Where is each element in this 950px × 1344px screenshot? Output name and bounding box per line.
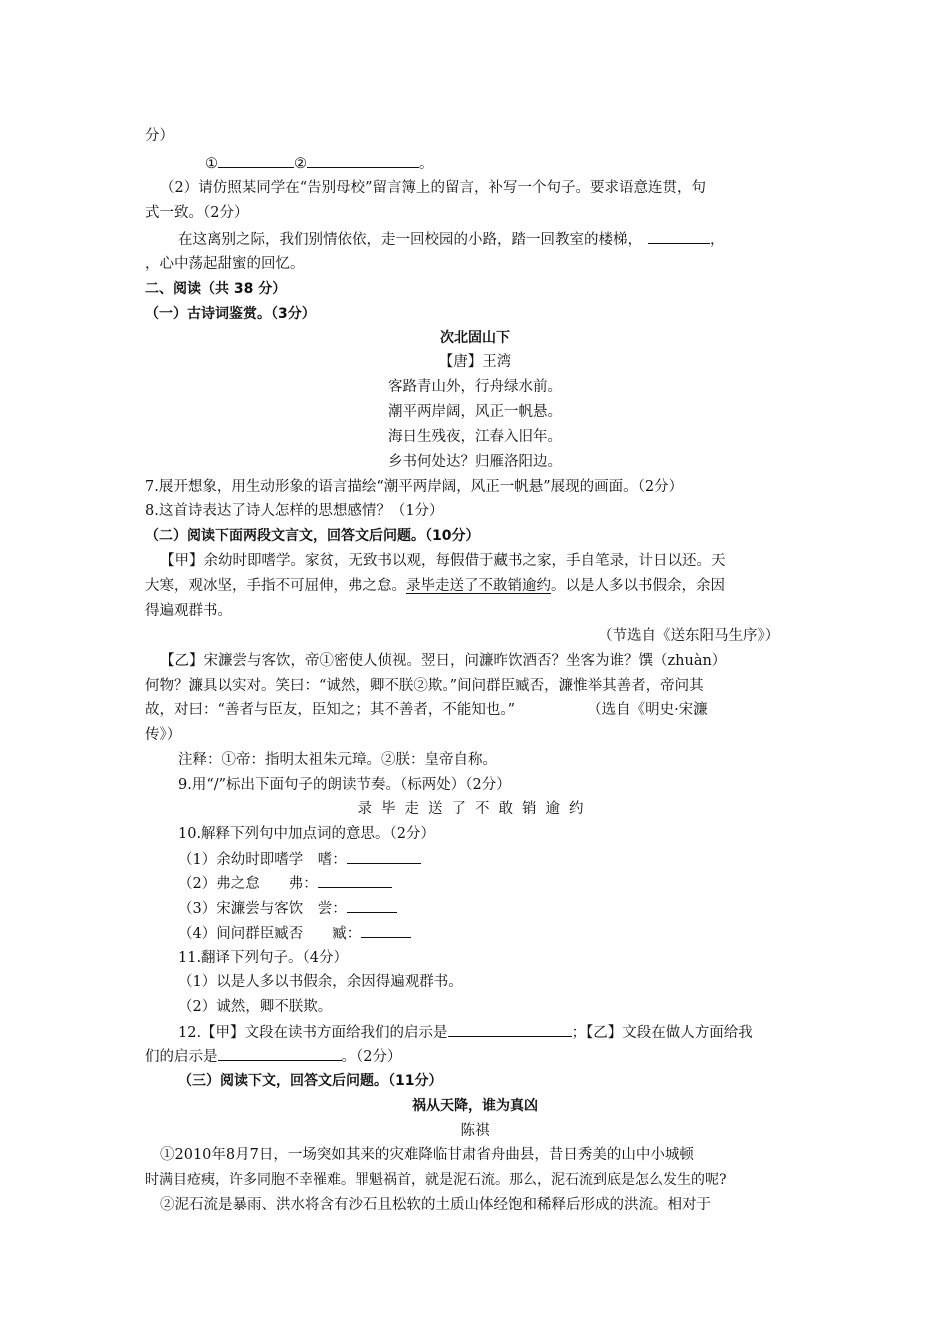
passage-jia: 得遍观群书。: [145, 603, 232, 619]
underlined-sentence: 录毕走送了不敢销逾约: [406, 578, 551, 594]
passage-jia: [145, 576, 725, 596]
poem-title: 次北固山下: [440, 330, 510, 346]
answer-blank[interactable]: [218, 1046, 342, 1061]
answer-blank[interactable]: [318, 873, 392, 888]
answer-blank[interactable]: [448, 1022, 572, 1037]
punct: ，: [710, 232, 725, 248]
answer-blank[interactable]: [361, 923, 411, 938]
question-12: [145, 1046, 401, 1067]
text: （3）宋濂尝与客饮 尝：: [178, 901, 347, 917]
text: ；【乙】文段在做人方面给我: [571, 1025, 753, 1041]
article-paragraph: ②泥石流是暴雨、洪水将含有沙石且松软的土质山体经饱和稀释后形成的洪流。相对于: [160, 1197, 711, 1213]
answer-blank[interactable]: [347, 849, 421, 864]
question-7: 7.展开想象，用生动形象的语言描绘“潮平两岸阔，风正一帆悬”展现的画面。（2分）: [145, 479, 684, 495]
poem-line: 乡书何处达？归雁洛阳边。: [388, 454, 562, 470]
question-8: 8.这首诗表达了诗人怎样的思想感情？（1分）: [145, 503, 444, 519]
subsection-heading: （二）阅读下面两段文言文，回答文后问题。（10分）: [145, 528, 480, 544]
question-12: [178, 1022, 753, 1043]
fill-line: [178, 229, 725, 250]
text: （4）间问群臣臧否 臧：: [178, 926, 362, 942]
article-title: 祸从天降，谁为真凶: [412, 1098, 538, 1114]
annotation: 注释：①帝：指明太祖朱元璋。②朕：皇帝自称。: [178, 752, 497, 768]
question-11-item: （2）诚然，卿不朕欺。: [178, 999, 333, 1015]
question-10: 10.解释下列句中加点词的意思。（2分）: [178, 826, 436, 842]
question-10-item: [178, 898, 397, 919]
poem-line: 潮平两岸阔，风正一帆悬。: [388, 404, 562, 420]
passage-yi: 何物？濂具以实对。笑曰：“诚然，卿不朕②欺。”间问群臣臧否，濂惟举其善者，帝问其: [145, 678, 704, 694]
text: 12.【甲】文段在读书方面给我们的启示是: [178, 1025, 448, 1041]
rhythm-sentence: 录毕走送了不敢销逾约: [357, 801, 593, 817]
text: 在这离别之际，我们别情依依，走一回校园的小路，踏一回教室的楼梯，: [178, 232, 642, 248]
text: 大寒，观冰坚，手指不可屈伸，弗之怠。: [145, 578, 406, 594]
question-10-item: [178, 849, 421, 870]
passage-jia: 【甲】余幼时即嗜学。家贫，无致书以观，每假借于藏书之家，手自笔录，计日以还。天: [160, 553, 726, 569]
question-11-item: （1）以是人多以书假余，余因得遍观群书。: [178, 974, 463, 990]
text-line: ，心中荡起甜蜜的回忆。: [145, 256, 305, 272]
answer-blank[interactable]: [307, 153, 419, 168]
passage-yi: 传》）: [145, 727, 182, 743]
poem-line: 海日生残夜，江春入旧年。: [388, 429, 562, 445]
question-text: 式一致。（2分）: [145, 205, 249, 221]
source-citation: （节选自《送东阳马生序》）: [598, 628, 780, 644]
text: 们的启示是: [145, 1049, 218, 1065]
answer-blank[interactable]: [218, 153, 294, 168]
article-paragraph: ①2010年8月7日，一场突如其来的灾难降临甘肃省舟曲县，昔日秀美的山中小城顿: [160, 1147, 694, 1163]
text: 。（2分）: [341, 1049, 402, 1065]
text: 。以是人多以书假余，余因: [551, 578, 725, 594]
subsection-heading: （一）古诗词鉴赏。（3分）: [145, 306, 316, 322]
article-paragraph: 时满目疮痍，许多同胞不幸罹难。罪魁祸首，就是泥石流。那么，泥石流到底是怎么发生的呢?: [145, 1172, 727, 1188]
marker: ①: [205, 156, 218, 172]
answer-blank[interactable]: [648, 229, 710, 244]
section-heading: 二、阅读（共 38 分）: [145, 281, 287, 297]
question-10-item: [178, 873, 392, 894]
fill-line: [205, 153, 434, 174]
text-line: 分）: [145, 128, 174, 144]
punct: 。: [419, 156, 434, 172]
text: （2）弗之怠 弗：: [178, 876, 318, 892]
passage-yi: 【乙】宋濂尝与客饮，帝①密使人侦视。翌日，问濂昨饮酒否？坐客为谁？馔（zhuàn）: [160, 653, 727, 669]
question-9: 9.用“/”标出下面句子的朗读节奏。（标两处）（2分）: [178, 777, 511, 793]
subsection-heading: （三）阅读下文，回答文后问题。（11分）: [178, 1073, 443, 1089]
answer-blank[interactable]: [347, 898, 397, 913]
marker: ②: [294, 156, 307, 172]
text: （1）余幼时即嗜学 嗜：: [178, 852, 347, 868]
source-citation: （选自《明史·宋濂: [587, 702, 708, 718]
article-author: 陈祺: [460, 1123, 490, 1139]
question-text: （2）请仿照某同学在“告别母校”留言簿上的留言，补写一个句子。要求语意连贯，句: [160, 180, 707, 196]
poem-author: 【唐】王湾: [438, 354, 512, 370]
poem-line: 客路青山外，行舟绿水前。: [388, 379, 562, 395]
text: 故，对曰：“善者与臣友，臣知之；其不善者，不能知也。”: [145, 702, 516, 718]
question-11: 11.翻译下列句子。（4分）: [178, 950, 349, 966]
question-10-item: [178, 923, 411, 944]
passage-yi: [145, 700, 708, 720]
